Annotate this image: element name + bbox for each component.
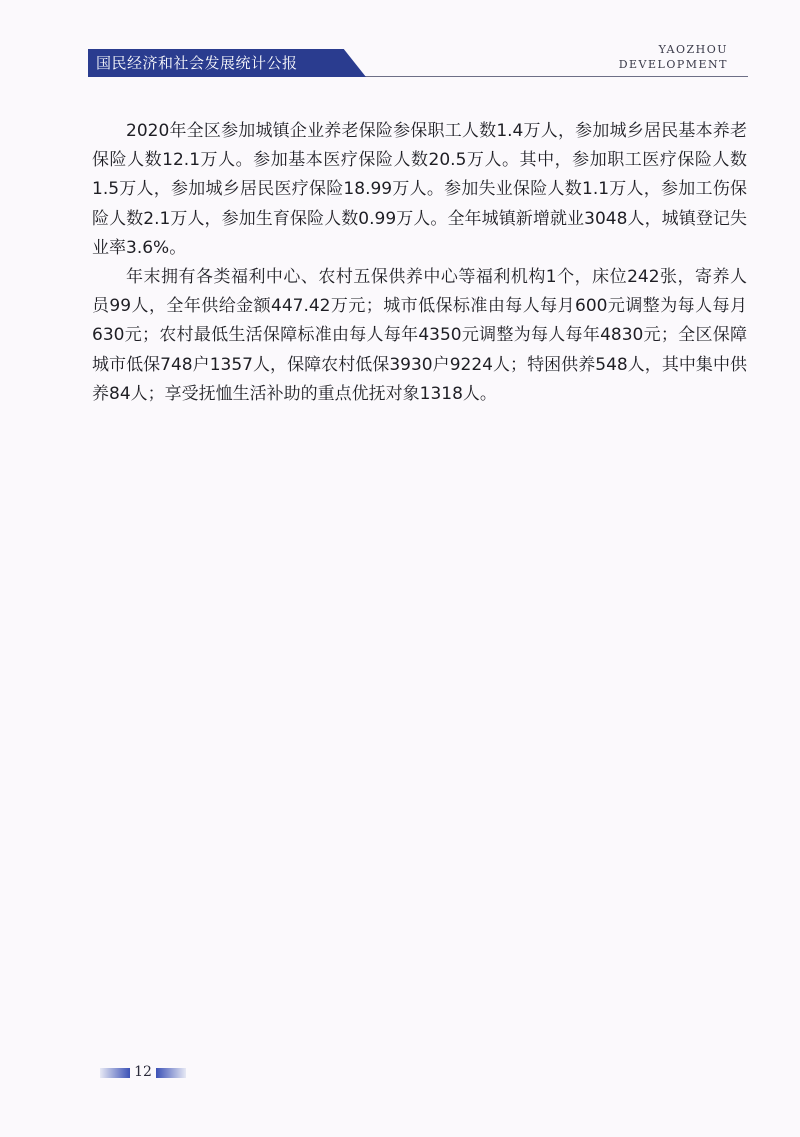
page-footer — [100, 1064, 186, 1080]
page-number: 12 — [134, 1064, 152, 1080]
paragraph-social-insurance: 2020年全区参加城镇企业养老保险参保职工人数1.4万人，参加城乡居民基本养老保险人数12.1万人。参加基本医疗保险人数20.5万人。其中，参加职工医疗保险人数1.5万人，参加城乡居民医疗保险18.99万人。参加失业保险人数1.1万人，参加工伤保险人数2.1万人，参加生育保险人数0.99万人。全年城镇新增就业3048人，城镇登记失业率3.6%。 — [92, 121, 747, 258]
brand-line-2: DEVELOPMENT — [618, 58, 728, 71]
header-brand — [619, 42, 728, 72]
body-text — [92, 117, 747, 409]
header-title: 国民经济和社会发展统计公报 — [96, 54, 298, 72]
footer-bar-left — [100, 1068, 130, 1078]
paragraph-welfare: 年末拥有各类福利中心、农村五保供养中心等福利机构1个，床位242张，寄养人员99人，全年供给金额447.42万元；城市低保标准由每人每月600元调整为每人每月630元；农村最低生活保障标准由每人每年4350元调整为每人每年4830元；全区保障城市低保748户1357人，保障农村低保3930户9224人；特困供养548人，其中集中供养84人；享受抚恤生活补助的重点优抚对象1318人。 — [92, 267, 747, 404]
brand-line-1: YAOZHOU — [658, 43, 728, 56]
footer-bar-right — [156, 1068, 186, 1078]
